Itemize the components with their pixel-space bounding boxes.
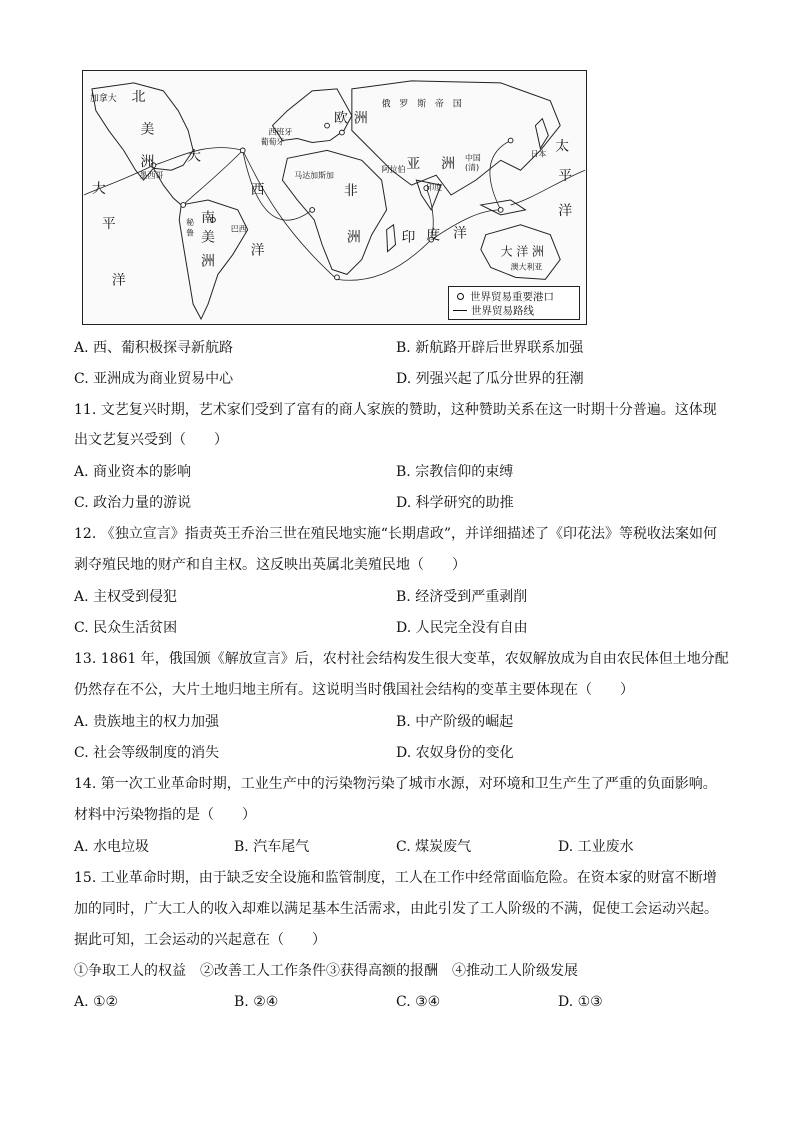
q13-stem-line2: 仍然存在不公，大片土地归地主所有。这说明当时俄国社会结构的变革主要体现在（ ） (74, 682, 634, 698)
label-india: 印度 (426, 183, 443, 193)
legend-route-label: 世界贸易路线 (471, 304, 534, 317)
label-yin: 印 (401, 229, 416, 246)
q12-stem-line2: 剥夺殖民地的财产和自主权。这反映出英属北美殖民地（ ） (74, 557, 466, 573)
q12-stem-line1: 12. 《独立宣言》指责英王乔治三世在殖民地实施“长期虐政”，并详细描述了《印花法》等税收法案如何 (74, 526, 718, 542)
q15-statements: ①争取工人的权益 ②改善工人工作条件③获得高额的报酬 ④推动工人阶级发展 (74, 963, 578, 979)
label-xi: 西 (250, 182, 265, 199)
port-legend-icon (457, 293, 464, 300)
label-portugal: 葡萄牙 (260, 137, 285, 147)
label-russia: 俄 罗 斯 帝 国 (381, 99, 462, 110)
q15-option-c[interactable]: C. ③④ (396, 994, 441, 1010)
label-north: 北 (131, 88, 146, 105)
q14-option-d[interactable]: D. 工业废水 (558, 839, 634, 855)
q15-option-b[interactable]: B. ②④ (234, 994, 279, 1010)
port-marker (325, 123, 330, 128)
map-legend (448, 286, 580, 320)
label-ou: 欧 (334, 110, 348, 127)
label-ya: 亚 (406, 156, 421, 173)
asia-outline (352, 81, 560, 195)
port-marker (498, 208, 503, 213)
label-mei: 美 (140, 121, 155, 138)
q14-option-b[interactable]: B. 汽车尾气 (234, 839, 310, 855)
world-trade-map (82, 70, 587, 325)
q11-option-a[interactable]: A. 商业资本的影响 (74, 464, 192, 480)
label-mexico: 墨西哥 (139, 171, 164, 181)
q11-stem-line2: 出文艺复兴受到（ ） (74, 432, 228, 448)
label-da-west: 大 (91, 181, 106, 198)
q12-option-c[interactable]: C. 民众生活贫困 (74, 620, 178, 636)
label-yang-west: 洋 (111, 272, 126, 289)
q11-option-b[interactable]: B. 宗教信仰的束缚 (396, 464, 514, 480)
label-canada: 加拿大 (89, 93, 117, 104)
label-fei-zhou: 洲 (346, 229, 361, 246)
q14-option-a[interactable]: A. 水电垃圾 (74, 839, 150, 855)
label-spain: 西班牙 (268, 127, 293, 137)
label-yang: 洋 (250, 242, 265, 259)
label-zhou-na: 洲 (140, 154, 155, 171)
label-tai-e: 太 (555, 138, 570, 155)
label-qing: (清) (464, 163, 480, 173)
japan-outline (535, 119, 548, 149)
madagascar-outline (387, 225, 396, 252)
label-da: 大 (187, 148, 202, 165)
label-lu: 鲁 (186, 228, 195, 238)
label-brazil: 巴西 (230, 224, 247, 234)
label-australia: 澳大利亚 (510, 262, 543, 272)
label-madagascar: 马达加斯加 (294, 171, 334, 181)
route-pacific-east (511, 170, 585, 205)
q10-option-b[interactable]: B. 新航路开辟后世界联系加强 (396, 340, 584, 356)
port-marker (335, 275, 340, 280)
label-ping-west: 平 (101, 215, 116, 232)
q13-stem-line1: 13. 1861 年，俄国颁《解放宣言》后，农村社会结构发生很大变革，农奴解放成为自由农民体但土地分配 (74, 651, 729, 667)
q11-stem-line1: 11. 文艺复兴时期，艺术家们受到了富有的商人家族的赞助，这种赞助关系在这一时期十分普遍。这体现 (74, 402, 717, 418)
q13-option-c[interactable]: C. 社会等级制度的消失 (74, 745, 220, 761)
q12-option-b[interactable]: B. 经济受到严重剥削 (396, 589, 528, 605)
q11-option-c[interactable]: C. 政治力量的游说 (74, 495, 192, 511)
q15-stem-line1: 15. 工业革命时期，由于缺乏安全设施和监管制度，工人在工作中经常面临危险。在资本家的财富不断增 (74, 870, 717, 886)
q14-option-c[interactable]: C. 煤炭废气 (396, 839, 472, 855)
label-oceania: 大 洋 洲 (500, 244, 544, 259)
label-yang-e: 洋 (558, 202, 573, 219)
label-zhou-s: 洲 (201, 253, 215, 270)
q12-option-a[interactable]: A. 主权受到侵犯 (74, 589, 178, 605)
legend-port-label: 世界贸易重要港口 (470, 290, 554, 303)
label-ping-e: 平 (558, 168, 573, 185)
port-marker (508, 138, 513, 143)
label-fei: 非 (343, 183, 358, 200)
label-japan: 日本 (530, 149, 547, 159)
route-legend-icon (453, 310, 467, 311)
label-ya-zhou: 洲 (441, 156, 456, 173)
label-du: 度 (426, 227, 441, 244)
q11-option-d[interactable]: D. 科学研究的助推 (396, 495, 514, 511)
q14-stem-line2: 材料中污染物指的是（ ） (74, 807, 256, 823)
q14-stem-line1: 14. 第一次工业革命时期，工业生产中的污染物污染了城市水源，对环境和卫生产生了严重的负面影响。 (74, 776, 717, 792)
port-marker (240, 148, 245, 153)
q15-option-a[interactable]: A. ①② (74, 994, 119, 1010)
q10-option-a[interactable]: A. 西、葡积极探寻新航路 (74, 340, 234, 356)
africa-outline (282, 150, 386, 274)
q12-option-d[interactable]: D. 人民完全没有自由 (396, 620, 528, 636)
label-ou-zhou: 洲 (353, 110, 368, 127)
port-marker (310, 208, 315, 213)
port-marker (181, 203, 186, 208)
label-china: 中国 (464, 153, 481, 163)
port-marker (340, 130, 345, 135)
label-peru: 秘 (186, 217, 195, 227)
label-yin-yang: 洋 (453, 225, 467, 242)
q15-option-d[interactable]: D. ①③ (558, 994, 603, 1010)
q10-option-d[interactable]: D. 列强兴起了瓜分世界的狂潮 (396, 371, 584, 387)
label-mei-s: 美 (201, 229, 215, 246)
q13-option-d[interactable]: D. 农奴身份的变化 (396, 745, 514, 761)
q13-option-b[interactable]: B. 中产阶级的崛起 (396, 714, 514, 730)
q15-stem-line2: 加的同时，广大工人的收入却难以满足基本生活需求，由此引发了工人阶级的不满，促使工会运动兴起。 (74, 901, 718, 917)
label-nan: 南 (201, 209, 215, 226)
q15-stem-line3: 据此可知，工会运动的兴起意在（ ） (74, 932, 326, 948)
q13-option-a[interactable]: A. 贵族地主的权力加强 (74, 714, 220, 730)
q10-option-c[interactable]: C. 亚洲成为商业贸易中心 (74, 371, 234, 387)
label-arabia: 阿拉伯 (381, 165, 406, 175)
